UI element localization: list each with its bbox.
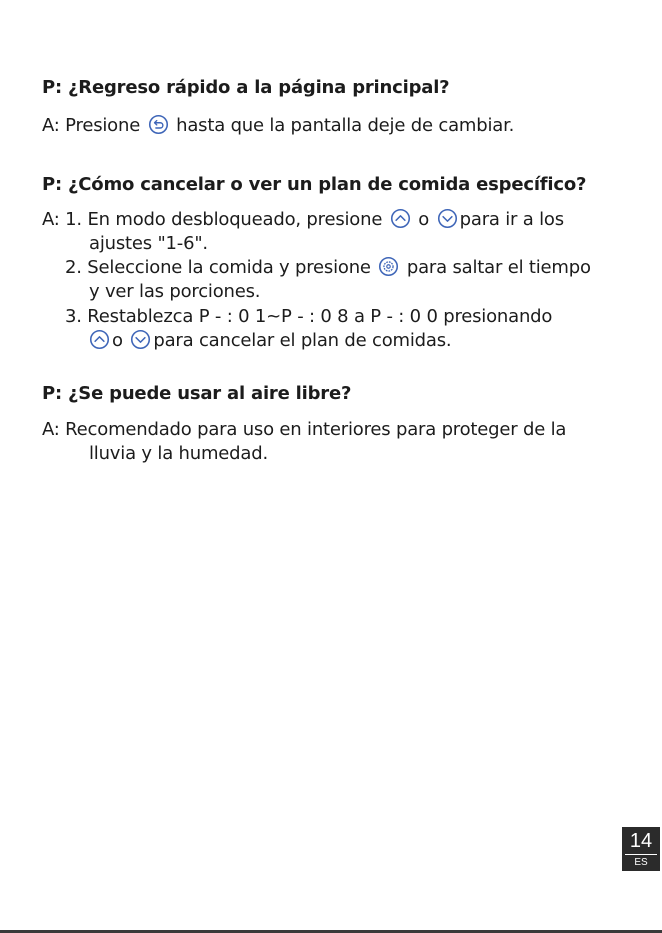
answer-outdoor-line2: lluvia y la humedad. — [89, 443, 268, 464]
step2-suffix: para saltar el tiempo — [406, 257, 591, 278]
language-label: ES — [634, 857, 648, 868]
chevron-up-icon — [390, 208, 411, 229]
answer-home-suffix: hasta que la pantalla deje de cambiar. — [176, 115, 515, 136]
question-outdoor: P: ¿Se puede usar al aire libre? — [42, 383, 352, 404]
question-meal-plan: P: ¿Cómo cancelar o ver un plan de comida específico? — [42, 174, 587, 195]
settings-gear-icon — [378, 256, 399, 277]
page-badge — [622, 827, 660, 871]
chevron-up-icon — [89, 329, 110, 350]
step2-continuation: y ver las porciones. — [89, 281, 261, 302]
step3-suffix: para cancelar el plan de comidas. — [153, 330, 452, 351]
question-home: P: ¿Regreso rápido a la página principal? — [42, 77, 450, 98]
page-badge-divider — [625, 854, 657, 855]
page-number: 14 — [629, 830, 653, 852]
answer-home-prefix: A: Presione — [42, 115, 141, 136]
back-arrow-icon — [148, 114, 169, 135]
step1-or: o — [418, 209, 430, 230]
chevron-down-icon — [437, 208, 458, 229]
step3-or: o — [112, 330, 123, 351]
step3-continuation — [89, 329, 451, 353]
answer-step2 — [65, 256, 591, 280]
answer-step1 — [42, 208, 564, 232]
answer-outdoor-line1: A: Recomendado para uso en interiores para proteger de la — [42, 419, 567, 440]
answer-step3: 3. Restablezca P - : 0 1~P - : 0 8 a P - : 0 0 presionando — [65, 306, 553, 327]
step2-prefix: 2. Seleccione la comida y presione — [65, 257, 371, 278]
step1-continuation: ajustes "1-6". — [89, 233, 208, 254]
chevron-down-icon — [130, 329, 151, 350]
step1-suffix: para ir a los — [459, 209, 564, 230]
step1-prefix: A: 1. En modo desbloqueado, presione — [42, 209, 383, 230]
answer-home — [42, 114, 514, 138]
